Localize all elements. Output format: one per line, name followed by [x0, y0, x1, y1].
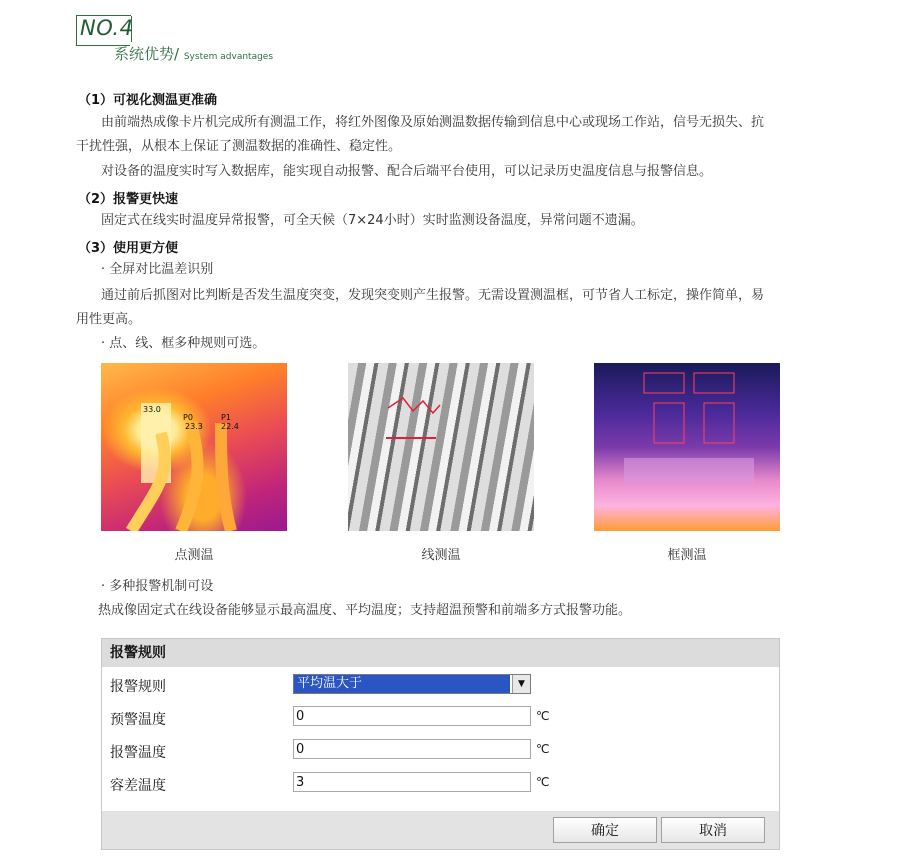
- label-tolerance-temp: 容差温度: [110, 778, 166, 794]
- label-alarm-rule: 报警规则: [110, 679, 166, 695]
- chevron-down-icon[interactable]: ▼: [512, 675, 530, 693]
- point-label-2: P0: [183, 413, 193, 422]
- point-label-5: 22.4: [221, 422, 239, 431]
- alarm-rule-selected: 平均温大于: [294, 675, 510, 693]
- para-convenient-1b: 用性更高。: [76, 312, 142, 327]
- point-label-4: P1: [221, 413, 231, 422]
- panel-footer: [102, 811, 779, 849]
- panel-title: 报警规则: [110, 645, 166, 661]
- thermal-box-overlay: [594, 363, 780, 531]
- para-convenient-1a: 通过前后抓图对比判断是否发生温度突变，发现突变则产生报警。无需设置测温框，可节省人工标定，操作简单，易: [101, 288, 765, 303]
- cancel-button[interactable]: 取消: [661, 817, 765, 843]
- unit-celsius: ℃: [536, 775, 550, 789]
- caption-box: 框测温: [667, 548, 707, 563]
- ok-button[interactable]: 确定: [553, 817, 657, 843]
- panel-header: [102, 639, 779, 667]
- heading-convenient: （3）使用更方便: [78, 241, 179, 256]
- point-label-3: 23.3: [185, 422, 203, 431]
- section-title: [114, 43, 273, 64]
- para-alarm: 热成像固定式在线设备能够显示最高温度、平均温度；支持超温预警和前端多方式报警功能。: [98, 603, 632, 618]
- alarm-temp-input[interactable]: 0: [293, 739, 531, 759]
- label-warning-temp: 预警温度: [110, 712, 166, 728]
- thermal-line-overlay: [348, 363, 534, 531]
- caption-point: 点测温: [174, 548, 214, 563]
- unit-celsius: ℃: [536, 709, 550, 723]
- thermal-point-image: [101, 363, 287, 531]
- para-accurate-1b: 干扰性强，从根本上保证了测温数据的准确性、稳定性。: [76, 139, 402, 154]
- point-label-1: 33.0: [143, 405, 161, 414]
- thermal-line-image: [348, 363, 534, 531]
- bullet-alarm: · 多种报警机制可设: [101, 579, 214, 594]
- alarm-rules-panel: [101, 638, 780, 850]
- unit-celsius: ℃: [536, 742, 550, 756]
- thermal-point-overlay: [101, 363, 287, 531]
- bullet-rules: · 点、线、框多种规则可选。: [101, 336, 266, 351]
- heading-fast: （2）报警更快速: [78, 192, 179, 207]
- tolerance-temp-input[interactable]: 3: [293, 772, 531, 792]
- section-title-cn: 系统优势/: [114, 45, 180, 63]
- para-accurate-2: 对设备的温度实时写入数据库，能实现自动报警、配合后端平台使用，可以记录历史温度信息与报警信息。: [101, 164, 713, 179]
- warning-temp-input[interactable]: 0: [293, 706, 531, 726]
- thermal-box-image: [594, 363, 780, 531]
- label-alarm-temp: 报警温度: [110, 745, 166, 761]
- para-accurate-1a: 由前端热成像卡片机完成所有测温工作，将红外图像及原始测温数据传输到信息中心或现场工作站，信号无损失、抗: [101, 115, 765, 130]
- section-number: NO.4: [80, 16, 134, 40]
- bullet-fullscreen: · 全屏对比温差识别: [101, 262, 214, 277]
- heading-accurate: （1）可视化测温更准确: [78, 93, 218, 108]
- section-title-en: System advantages: [183, 52, 274, 62]
- caption-line: 线测温: [421, 548, 461, 563]
- alarm-rule-select[interactable]: [293, 674, 531, 694]
- para-fast: 固定式在线实时温度异常报警，可全天候（7×24小时）实时监测设备温度，异常问题不遗漏。: [101, 213, 644, 228]
